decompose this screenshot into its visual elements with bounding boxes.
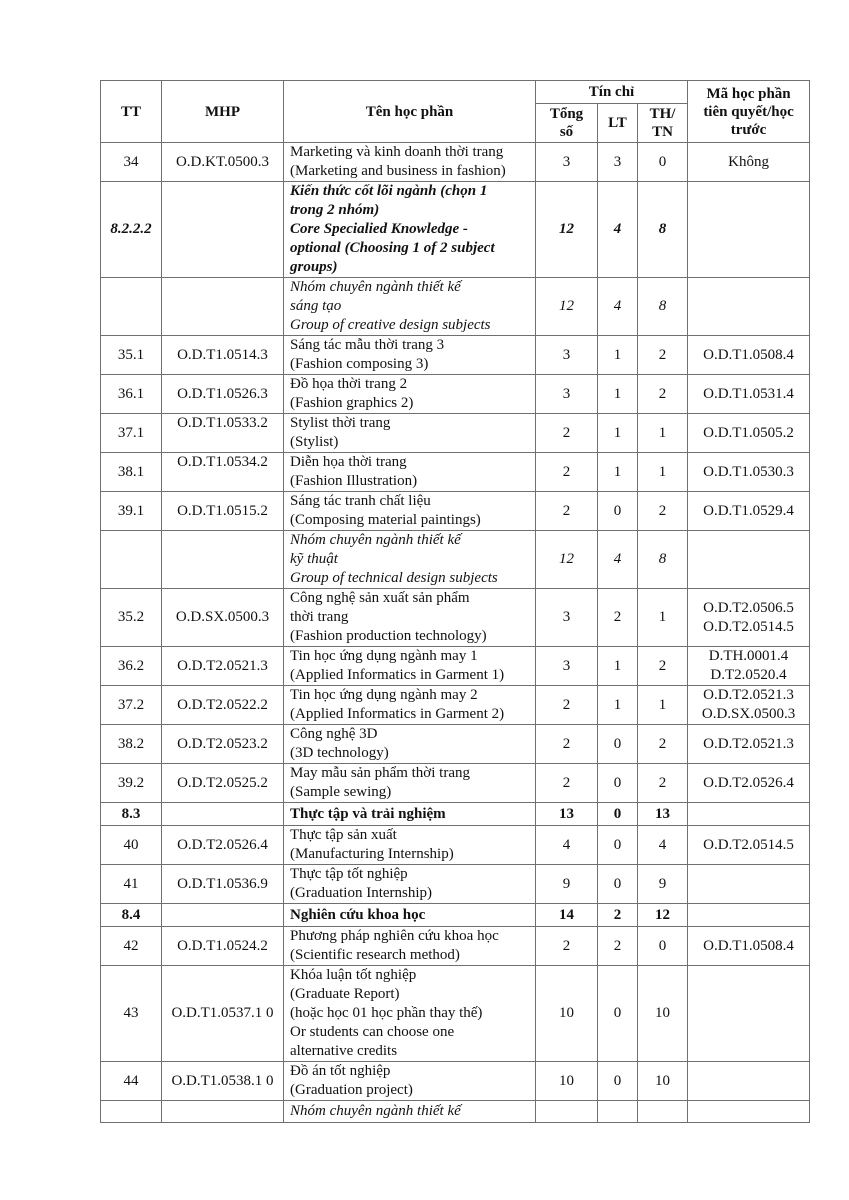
cell-mhp: O.D.SX.0500.3	[162, 589, 284, 647]
table-row	[101, 1062, 810, 1101]
cell-prerequisite	[688, 764, 810, 803]
table-row	[101, 826, 810, 865]
cell-total-credits: 10	[536, 1062, 598, 1101]
cell-prerequisite	[688, 904, 810, 927]
cell-prerequisite	[688, 647, 810, 686]
cell-tt: 36.2	[101, 647, 162, 686]
cell-lt-credits: 0	[598, 826, 638, 865]
cell-tt	[101, 278, 162, 336]
cell-course-name	[284, 589, 536, 647]
cell-total-credits: 2	[536, 686, 598, 725]
cell-tt	[101, 531, 162, 589]
table-row	[101, 725, 810, 764]
cell-lt-credits	[598, 1101, 638, 1123]
table-row	[101, 182, 810, 278]
cell-course-name-line: (Stylist)	[290, 434, 339, 450]
cell-course-name-line: (Composing material paintings)	[290, 512, 481, 528]
cell-course-name-line: Tin học ứng dụng ngành may 1	[290, 648, 478, 664]
header-total: Tổng số	[536, 104, 598, 143]
cell-course-name	[284, 143, 536, 182]
cell-course-name-line: (Scientific research method)	[290, 947, 460, 963]
cell-course-name-line: (Graduate Report)	[290, 986, 400, 1002]
cell-prerequisite-line: Không	[728, 153, 769, 170]
cell-prerequisite	[688, 1101, 810, 1123]
cell-lt-credits: 0	[598, 966, 638, 1062]
cell-lt-credits: 0	[598, 1062, 638, 1101]
cell-lt-credits: 1	[598, 647, 638, 686]
cell-tt: 36.1	[101, 375, 162, 414]
cell-course-name	[284, 492, 536, 531]
header-lt: LT	[598, 104, 638, 143]
cell-course-name	[284, 1101, 536, 1123]
header-prereq: Mã học phần tiên quyết/học trước	[688, 81, 810, 143]
cell-prerequisite-line: O.D.T2.0526.4	[703, 774, 794, 791]
cell-course-name-line: (Fashion Illustration)	[290, 473, 418, 489]
cell-lt-credits: 2	[598, 589, 638, 647]
table-body	[101, 143, 810, 1123]
cell-course-name-line: Group of creative design subjects	[290, 317, 491, 333]
cell-th-credits: 8	[638, 531, 688, 589]
cell-prerequisite	[688, 725, 810, 764]
table-row	[101, 647, 810, 686]
cell-course-name	[284, 966, 536, 1062]
cell-tt: 42	[101, 927, 162, 966]
cell-prerequisite-line: O.D.T1.0505.2	[703, 424, 794, 441]
cell-prerequisite-line: D.TH.0001.4	[708, 648, 789, 664]
cell-mhp: O.D.T1.0524.2	[162, 927, 284, 966]
cell-course-name-line: kỹ thuật	[290, 551, 338, 567]
cell-course-name-line: (Fashion graphics 2)	[290, 395, 414, 411]
table-row	[101, 865, 810, 904]
cell-total-credits: 2	[536, 927, 598, 966]
cell-th-credits: 2	[638, 375, 688, 414]
cell-prerequisite-line: O.D.T2.0521.3	[703, 687, 794, 703]
cell-prerequisite	[688, 336, 810, 375]
cell-course-name-line: (Sample sewing)	[290, 784, 392, 800]
cell-prerequisite	[688, 927, 810, 966]
cell-course-name-line: Công nghệ sản xuất sản phẩm	[290, 590, 470, 606]
cell-mhp	[162, 904, 284, 927]
cell-total-credits: 3	[536, 375, 598, 414]
cell-total-credits: 12	[536, 182, 598, 278]
cell-tt: 40	[101, 826, 162, 865]
table-row	[101, 1101, 810, 1123]
cell-course-name	[284, 927, 536, 966]
cell-prerequisite-line: O.D.T1.0530.3	[703, 463, 794, 480]
cell-mhp: O.D.T1.0538.1 0	[162, 1062, 284, 1101]
cell-course-name	[284, 686, 536, 725]
header-row	[101, 81, 810, 104]
cell-lt-credits: 3	[598, 143, 638, 182]
cell-course-name-line: (Graduation project)	[290, 1082, 413, 1098]
cell-course-name-line: Marketing và kinh doanh thời trang	[290, 144, 504, 160]
cell-prerequisite-line: O.D.T2.0514.5	[703, 618, 794, 635]
cell-prerequisite-line: O.D.T1.0529.4	[703, 502, 794, 519]
cell-course-name-line: Đồ án tốt nghiệp	[290, 1063, 391, 1079]
cell-tt: 35.2	[101, 589, 162, 647]
cell-prerequisite	[688, 865, 810, 904]
table-row	[101, 278, 810, 336]
cell-total-credits: 2	[536, 453, 598, 492]
cell-tt: 34	[101, 143, 162, 182]
cell-course-name-line: alternative credits	[290, 1043, 398, 1059]
header-tt: TT	[101, 81, 162, 143]
table-row	[101, 686, 810, 725]
cell-course-name	[284, 414, 536, 453]
cell-course-name	[284, 182, 536, 278]
cell-course-name-line: Sáng tác mẫu thời trang 3	[290, 337, 445, 353]
cell-course-name-line: Thực tập sản xuất	[290, 827, 397, 843]
cell-course-name-line: thời trang	[290, 609, 349, 625]
cell-mhp	[162, 182, 284, 278]
cell-total-credits: 4	[536, 826, 598, 865]
cell-course-name	[284, 336, 536, 375]
cell-course-name-line: Nghiên cứu khoa học	[290, 906, 426, 923]
cell-course-name-line: Thực tập và trải nghiệm	[290, 805, 446, 822]
cell-prerequisite	[688, 531, 810, 589]
table-row	[101, 764, 810, 803]
cell-course-name-line: Kiến thức cốt lõi ngành (chọn 1	[290, 183, 488, 199]
cell-course-name-line: (Manufacturing Internship)	[290, 846, 454, 862]
cell-tt: 8.2.2.2	[101, 182, 162, 278]
cell-total-credits: 12	[536, 278, 598, 336]
cell-total-credits: 2	[536, 764, 598, 803]
cell-total-credits: 13	[536, 803, 598, 826]
cell-course-name	[284, 725, 536, 764]
cell-course-name-line: Tin học ứng dụng ngành may 2	[290, 687, 478, 703]
cell-prerequisite	[688, 143, 810, 182]
cell-course-name-line: May mẫu sản phẩm thời trang	[290, 765, 470, 781]
cell-lt-credits: 1	[598, 453, 638, 492]
cell-prerequisite	[688, 278, 810, 336]
cell-course-name-line: Thực tập tốt nghiệp	[290, 866, 408, 882]
cell-mhp: O.D.T1.0514.3	[162, 336, 284, 375]
table-row	[101, 336, 810, 375]
cell-mhp: O.D.T1.0526.3	[162, 375, 284, 414]
cell-th-credits: 8	[638, 278, 688, 336]
cell-mhp: O.D.T1.0534.2	[162, 453, 284, 492]
table-row	[101, 589, 810, 647]
cell-mhp: O.D.T2.0521.3	[162, 647, 284, 686]
cell-tt: 8.4	[101, 904, 162, 927]
cell-course-name	[284, 531, 536, 589]
cell-prerequisite	[688, 375, 810, 414]
cell-prerequisite	[688, 589, 810, 647]
cell-th-credits	[638, 1101, 688, 1123]
cell-prerequisite	[688, 803, 810, 826]
cell-prerequisite	[688, 826, 810, 865]
cell-tt: 39.2	[101, 764, 162, 803]
cell-th-credits: 10	[638, 1062, 688, 1101]
cell-lt-credits: 2	[598, 904, 638, 927]
cell-th-credits: 10	[638, 966, 688, 1062]
cell-course-name-line: Khóa luận tốt nghiệp	[290, 967, 417, 983]
cell-course-name-line: Core Specialied Knowledge -	[290, 221, 468, 237]
cell-mhp: O.D.T2.0523.2	[162, 725, 284, 764]
cell-prerequisite	[688, 453, 810, 492]
cell-prerequisite-line: O.D.T2.0514.5	[703, 836, 794, 853]
table-row	[101, 904, 810, 927]
cell-tt: 35.1	[101, 336, 162, 375]
cell-total-credits: 2	[536, 492, 598, 531]
cell-lt-credits: 0	[598, 803, 638, 826]
cell-mhp: O.D.T2.0522.2	[162, 686, 284, 725]
cell-course-name-line: (Applied Informatics in Garment 1)	[290, 667, 505, 683]
cell-course-name-line: optional (Choosing 1 of 2 subject	[290, 240, 495, 256]
cell-prerequisite	[688, 492, 810, 531]
cell-prerequisite-line: O.D.SX.0500.3	[701, 706, 796, 722]
cell-course-name	[284, 647, 536, 686]
cell-th-credits: 2	[638, 336, 688, 375]
cell-course-name-line: (hoặc học 01 học phần thay thế)	[290, 1005, 483, 1021]
cell-course-name	[284, 453, 536, 492]
cell-mhp	[162, 278, 284, 336]
cell-mhp: O.D.T1.0515.2	[162, 492, 284, 531]
cell-total-credits: 3	[536, 589, 598, 647]
cell-th-credits: 2	[638, 764, 688, 803]
cell-tt: 43	[101, 966, 162, 1062]
cell-tt	[101, 1101, 162, 1123]
table-row	[101, 143, 810, 182]
cell-total-credits: 12	[536, 531, 598, 589]
cell-course-name-line: (Fashion composing 3)	[290, 356, 429, 372]
cell-course-name-line: Phương pháp nghiên cứu khoa học	[290, 928, 499, 944]
cell-th-credits: 1	[638, 453, 688, 492]
cell-prerequisite-line: O.D.T1.0508.4	[703, 346, 794, 363]
cell-total-credits: 9	[536, 865, 598, 904]
cell-tt: 37.2	[101, 686, 162, 725]
cell-tt: 8.3	[101, 803, 162, 826]
cell-course-name-line: Sáng tác tranh chất liệu	[290, 493, 431, 509]
cell-course-name-line: Diễn họa thời trang	[290, 454, 407, 470]
cell-course-name-line: Nhóm chuyên ngành thiết kế	[290, 1103, 461, 1119]
table-row	[101, 375, 810, 414]
cell-course-name	[284, 803, 536, 826]
cell-lt-credits: 0	[598, 865, 638, 904]
cell-lt-credits: 0	[598, 492, 638, 531]
cell-prerequisite-line: O.D.T1.0508.4	[703, 937, 794, 954]
cell-th-credits: 13	[638, 803, 688, 826]
cell-total-credits: 3	[536, 647, 598, 686]
cell-total-credits: 14	[536, 904, 598, 927]
cell-total-credits: 2	[536, 414, 598, 453]
cell-course-name-line: Công nghệ 3D	[290, 726, 378, 742]
cell-course-name-line: Stylist thời trang	[290, 415, 391, 431]
cell-th-credits: 12	[638, 904, 688, 927]
cell-course-name-line: (Fashion production technology)	[290, 628, 487, 644]
cell-course-name	[284, 865, 536, 904]
cell-total-credits: 2	[536, 725, 598, 764]
table-row	[101, 803, 810, 826]
table-row	[101, 927, 810, 966]
header-credits: Tín chỉ	[536, 81, 688, 104]
cell-th-credits: 2	[638, 647, 688, 686]
cell-prerequisite-line: D.T2.0520.4	[710, 667, 787, 683]
cell-course-name-line: Đồ họa thời trang 2	[290, 376, 408, 392]
cell-total-credits: 3	[536, 143, 598, 182]
cell-mhp: O.D.T2.0526.4	[162, 826, 284, 865]
cell-th-credits: 9	[638, 865, 688, 904]
cell-prerequisite-line: O.D.T1.0531.4	[703, 385, 794, 402]
header-name: Tên học phần	[284, 81, 536, 143]
cell-lt-credits: 4	[598, 278, 638, 336]
cell-course-name-line: Group of technical design subjects	[290, 570, 498, 586]
cell-total-credits	[536, 1101, 598, 1123]
header-mhp: MHP	[162, 81, 284, 143]
cell-lt-credits: 1	[598, 686, 638, 725]
cell-th-credits: 0	[638, 143, 688, 182]
cell-tt: 39.1	[101, 492, 162, 531]
cell-prerequisite-line: O.D.T2.0506.5	[703, 599, 794, 616]
cell-course-name	[284, 1062, 536, 1101]
table-row	[101, 453, 810, 492]
cell-course-name-line: (Marketing and business in fashion)	[290, 163, 506, 179]
cell-prerequisite	[688, 414, 810, 453]
table-row	[101, 414, 810, 453]
cell-th-credits: 0	[638, 927, 688, 966]
cell-course-name-line: Or students can choose one	[290, 1024, 455, 1040]
header-thtn: TH/ TN	[638, 104, 688, 143]
cell-tt: 37.1	[101, 414, 162, 453]
cell-lt-credits: 4	[598, 531, 638, 589]
cell-course-name-line: Nhóm chuyên ngành thiết kế	[290, 532, 461, 548]
cell-prerequisite	[688, 182, 810, 278]
cell-th-credits: 1	[638, 589, 688, 647]
cell-course-name	[284, 826, 536, 865]
cell-prerequisite	[688, 966, 810, 1062]
cell-th-credits: 1	[638, 686, 688, 725]
cell-th-credits: 8	[638, 182, 688, 278]
cell-course-name	[284, 764, 536, 803]
cell-tt: 44	[101, 1062, 162, 1101]
cell-course-name-line: (3D technology)	[290, 745, 389, 761]
cell-mhp: O.D.T1.0537.1 0	[162, 966, 284, 1062]
cell-total-credits: 10	[536, 966, 598, 1062]
cell-mhp: O.D.T2.0525.2	[162, 764, 284, 803]
cell-mhp: O.D.T1.0533.2	[162, 414, 284, 453]
cell-lt-credits: 0	[598, 725, 638, 764]
cell-th-credits: 2	[638, 725, 688, 764]
cell-course-name-line: trong 2 nhóm)	[290, 202, 380, 218]
cell-lt-credits: 0	[598, 764, 638, 803]
cell-mhp: O.D.KT.0500.3	[162, 143, 284, 182]
cell-lt-credits: 1	[598, 336, 638, 375]
cell-lt-credits: 2	[598, 927, 638, 966]
cell-tt: 38.2	[101, 725, 162, 764]
cell-course-name-line: (Applied Informatics in Garment 2)	[290, 706, 505, 722]
cell-th-credits: 4	[638, 826, 688, 865]
cell-course-name	[284, 375, 536, 414]
cell-course-name-line: groups)	[290, 259, 338, 275]
cell-prerequisite	[688, 686, 810, 725]
cell-prerequisite	[688, 1062, 810, 1101]
cell-course-name-line: Nhóm chuyên ngành thiết kế	[290, 279, 461, 295]
cell-tt: 41	[101, 865, 162, 904]
cell-lt-credits: 1	[598, 375, 638, 414]
cell-course-name	[284, 278, 536, 336]
cell-total-credits: 3	[536, 336, 598, 375]
cell-tt: 38.1	[101, 453, 162, 492]
cell-mhp	[162, 531, 284, 589]
cell-mhp	[162, 803, 284, 826]
cell-course-name	[284, 904, 536, 927]
cell-lt-credits: 4	[598, 182, 638, 278]
cell-mhp: O.D.T1.0536.9	[162, 865, 284, 904]
cell-course-name-line: (Graduation Internship)	[290, 885, 433, 901]
cell-th-credits: 2	[638, 492, 688, 531]
table-row	[101, 531, 810, 589]
table-row	[101, 966, 810, 1062]
table-row	[101, 492, 810, 531]
cell-th-credits: 1	[638, 414, 688, 453]
cell-course-name-line: sáng tạo	[290, 298, 342, 314]
cell-prerequisite-line: O.D.T2.0521.3	[703, 735, 794, 752]
cell-lt-credits: 1	[598, 414, 638, 453]
curriculum-table	[100, 80, 810, 1123]
cell-mhp	[162, 1101, 284, 1123]
